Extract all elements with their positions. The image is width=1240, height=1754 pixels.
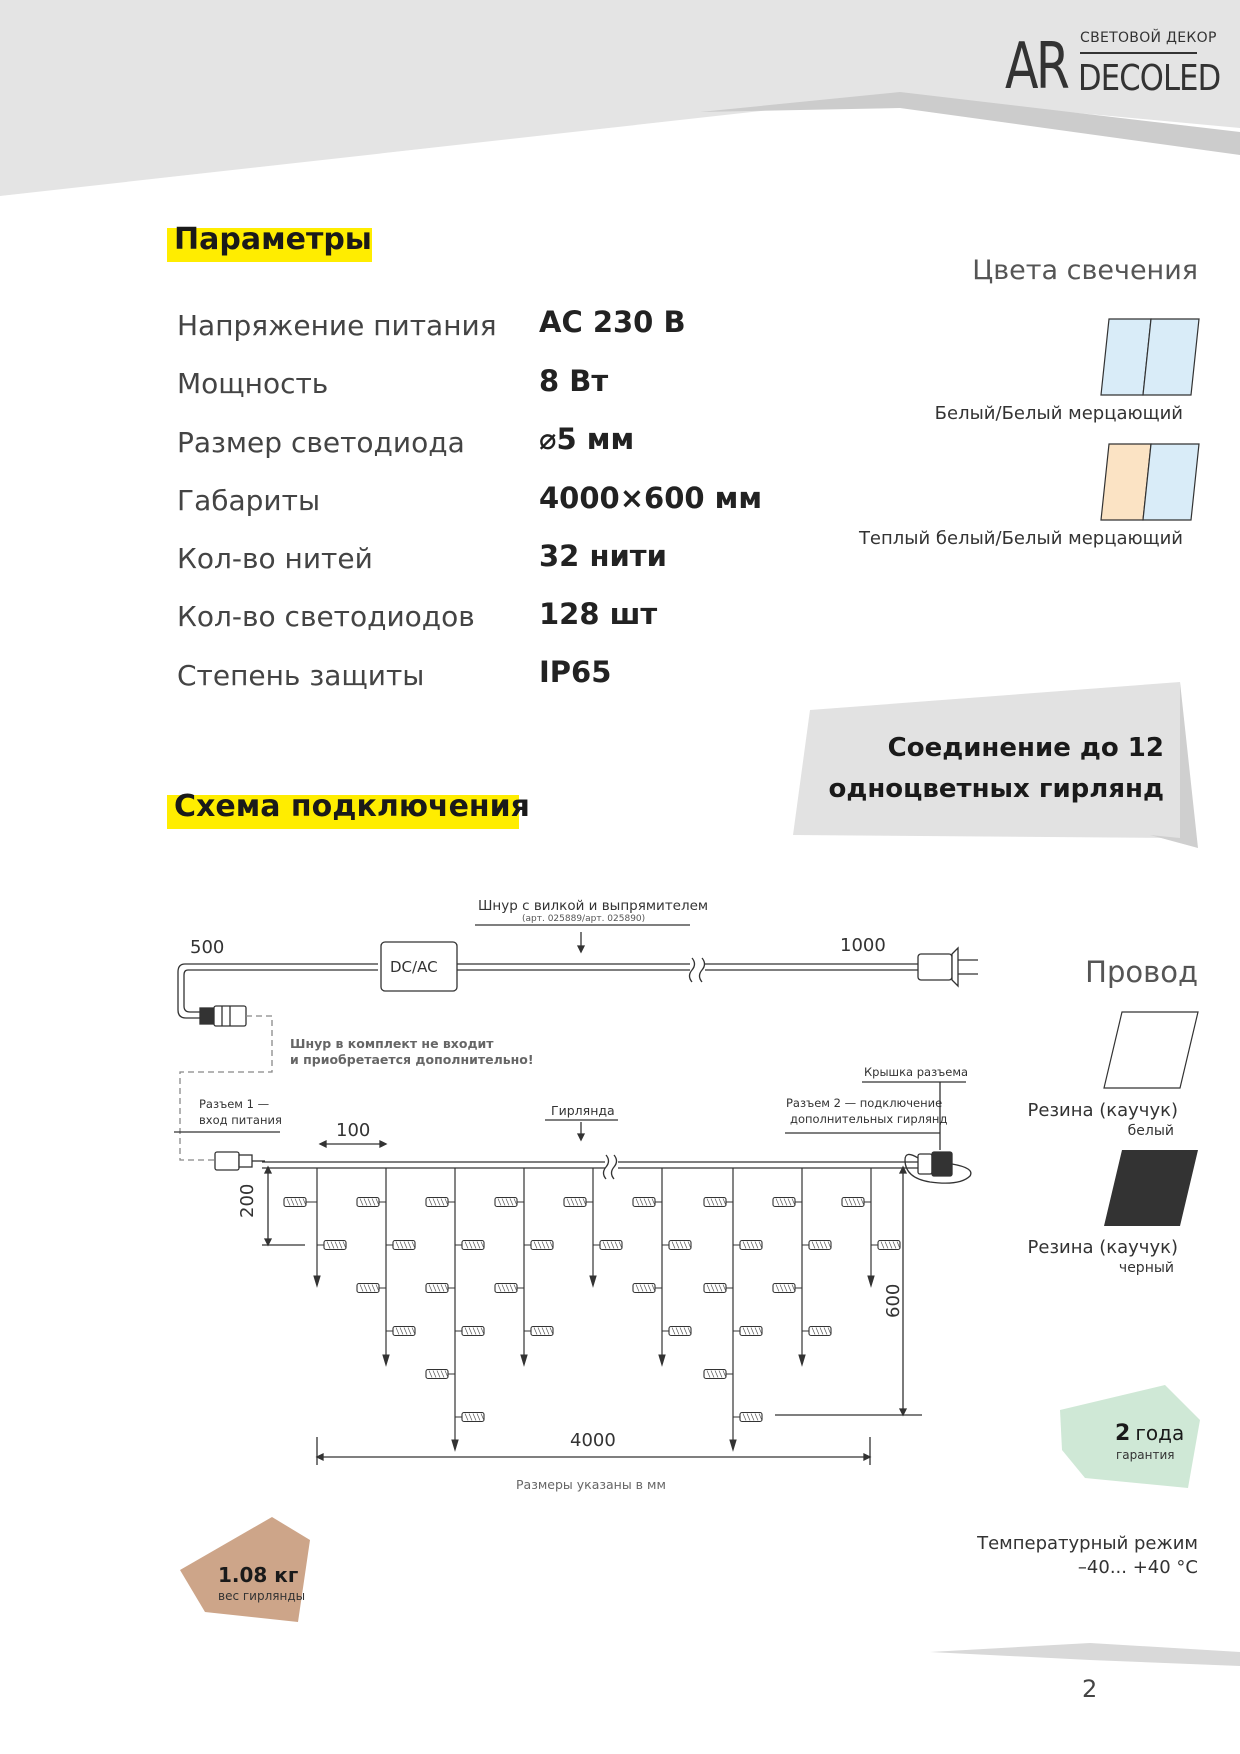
adapter-label: DC/AC <box>390 958 438 976</box>
cord-label: Шнур с вилкой и выпрямителем <box>478 898 709 914</box>
connection-line-2: одноцветных гирлянд <box>828 774 1164 804</box>
warranty <box>1115 1421 1184 1446</box>
param-label-protection: Степень защиты <box>177 659 425 692</box>
glow-colors-title: Цвета свечения <box>972 255 1198 286</box>
wire-swatch-white <box>1100 1010 1200 1090</box>
strand-tip <box>452 1440 458 1450</box>
param-value-dimensions: 4000×600 мм <box>539 481 763 515</box>
connector1-line-1: Разъем 1 — <box>199 1097 270 1111</box>
param-label-led-count: Кол-во светодиодов <box>177 600 475 633</box>
temperature <box>977 1532 1198 1580</box>
connection-line-1: Соединение до 12 <box>887 733 1164 763</box>
swatch-label-white-white: Белый/Белый мерцающий <box>934 403 1183 424</box>
strand-tip <box>799 1355 805 1365</box>
param-label-dimensions: Габариты <box>177 484 321 517</box>
swatch-label-warm-white: Теплый белый/Белый мерцающий <box>858 528 1183 549</box>
param-label-threads: Кол-во нитей <box>177 542 373 575</box>
garland-label: Гирлянда <box>551 1103 615 1118</box>
warranty-unit: года <box>1135 1421 1185 1445</box>
strand-tip <box>730 1440 736 1450</box>
page-number: 2 <box>1082 1675 1098 1703</box>
connector2-line-1: Разъем 2 — подключение <box>786 1096 943 1110</box>
param-value-threads: 32 нити <box>539 539 667 573</box>
param-value-voltage: AC 230 В <box>539 305 686 339</box>
param-label-led-size: Размер светодиода <box>177 426 465 459</box>
brand-name: DECOLED <box>1078 58 1221 99</box>
dimension-500: 500 <box>190 937 225 958</box>
cap-label: Крышка разъема <box>864 1065 969 1079</box>
dimension-1000: 1000 <box>840 935 886 956</box>
units-note: Размеры указаны в мм <box>516 1477 666 1492</box>
wire-swatch-black <box>1100 1148 1200 1228</box>
param-value-led-count: 128 шт <box>539 597 658 631</box>
param-value-led-size: ⌀5 мм <box>539 422 635 456</box>
params-heading: Параметры <box>174 222 372 257</box>
strand-tip <box>521 1355 527 1365</box>
dimension-100: 100 <box>336 1120 371 1141</box>
cord-articles: (арт. 025889/арт. 025890) <box>522 914 646 924</box>
dimension-200: 200 <box>237 1183 258 1218</box>
param-value-power: 8 Вт <box>539 364 609 398</box>
wire-label-black: Резина (каучук) <box>1027 1237 1178 1258</box>
dimension-600: 600 <box>883 1283 904 1318</box>
wire-title: Провод <box>1085 955 1198 989</box>
param-label-voltage: Напряжение питания <box>177 309 497 342</box>
connector1-line-2: вход питания <box>199 1113 282 1127</box>
weight-value: 1.08 кг <box>218 1563 299 1587</box>
connector2-line-2: дополнительных гирлянд <box>790 1112 948 1126</box>
param-label-power: Мощность <box>177 367 329 400</box>
temperature-label: Температурный режим <box>977 1533 1198 1554</box>
param-value-protection: IP65 <box>539 655 612 689</box>
brand-mark: AR <box>1005 30 1068 104</box>
note-line-1: Шнур в комплект не входит <box>290 1036 494 1051</box>
strand-tip <box>314 1276 320 1286</box>
strand-tip <box>383 1355 389 1365</box>
strand-tip <box>659 1355 665 1365</box>
warranty-text: гарантия <box>1116 1448 1175 1462</box>
note-line-2: и приобретается дополнительно! <box>290 1052 534 1067</box>
strand-tip <box>590 1276 596 1286</box>
wire-sub-black: черный <box>1118 1260 1174 1276</box>
dimension-4000: 4000 <box>570 1430 616 1451</box>
temperature-range: –40... +40 °C <box>1077 1557 1198 1578</box>
strand-tip <box>868 1276 874 1286</box>
schema-heading: Схема подключения <box>174 789 530 824</box>
wire-sub-white: белый <box>1127 1123 1174 1139</box>
weight-text: вес гирлянды <box>218 1589 306 1603</box>
warranty-number: 2 <box>1115 1421 1131 1446</box>
wire-label-white: Резина (каучук) <box>1027 1100 1178 1121</box>
brand-tagline: СВЕТОВОЙ ДЕКОР <box>1080 30 1217 46</box>
